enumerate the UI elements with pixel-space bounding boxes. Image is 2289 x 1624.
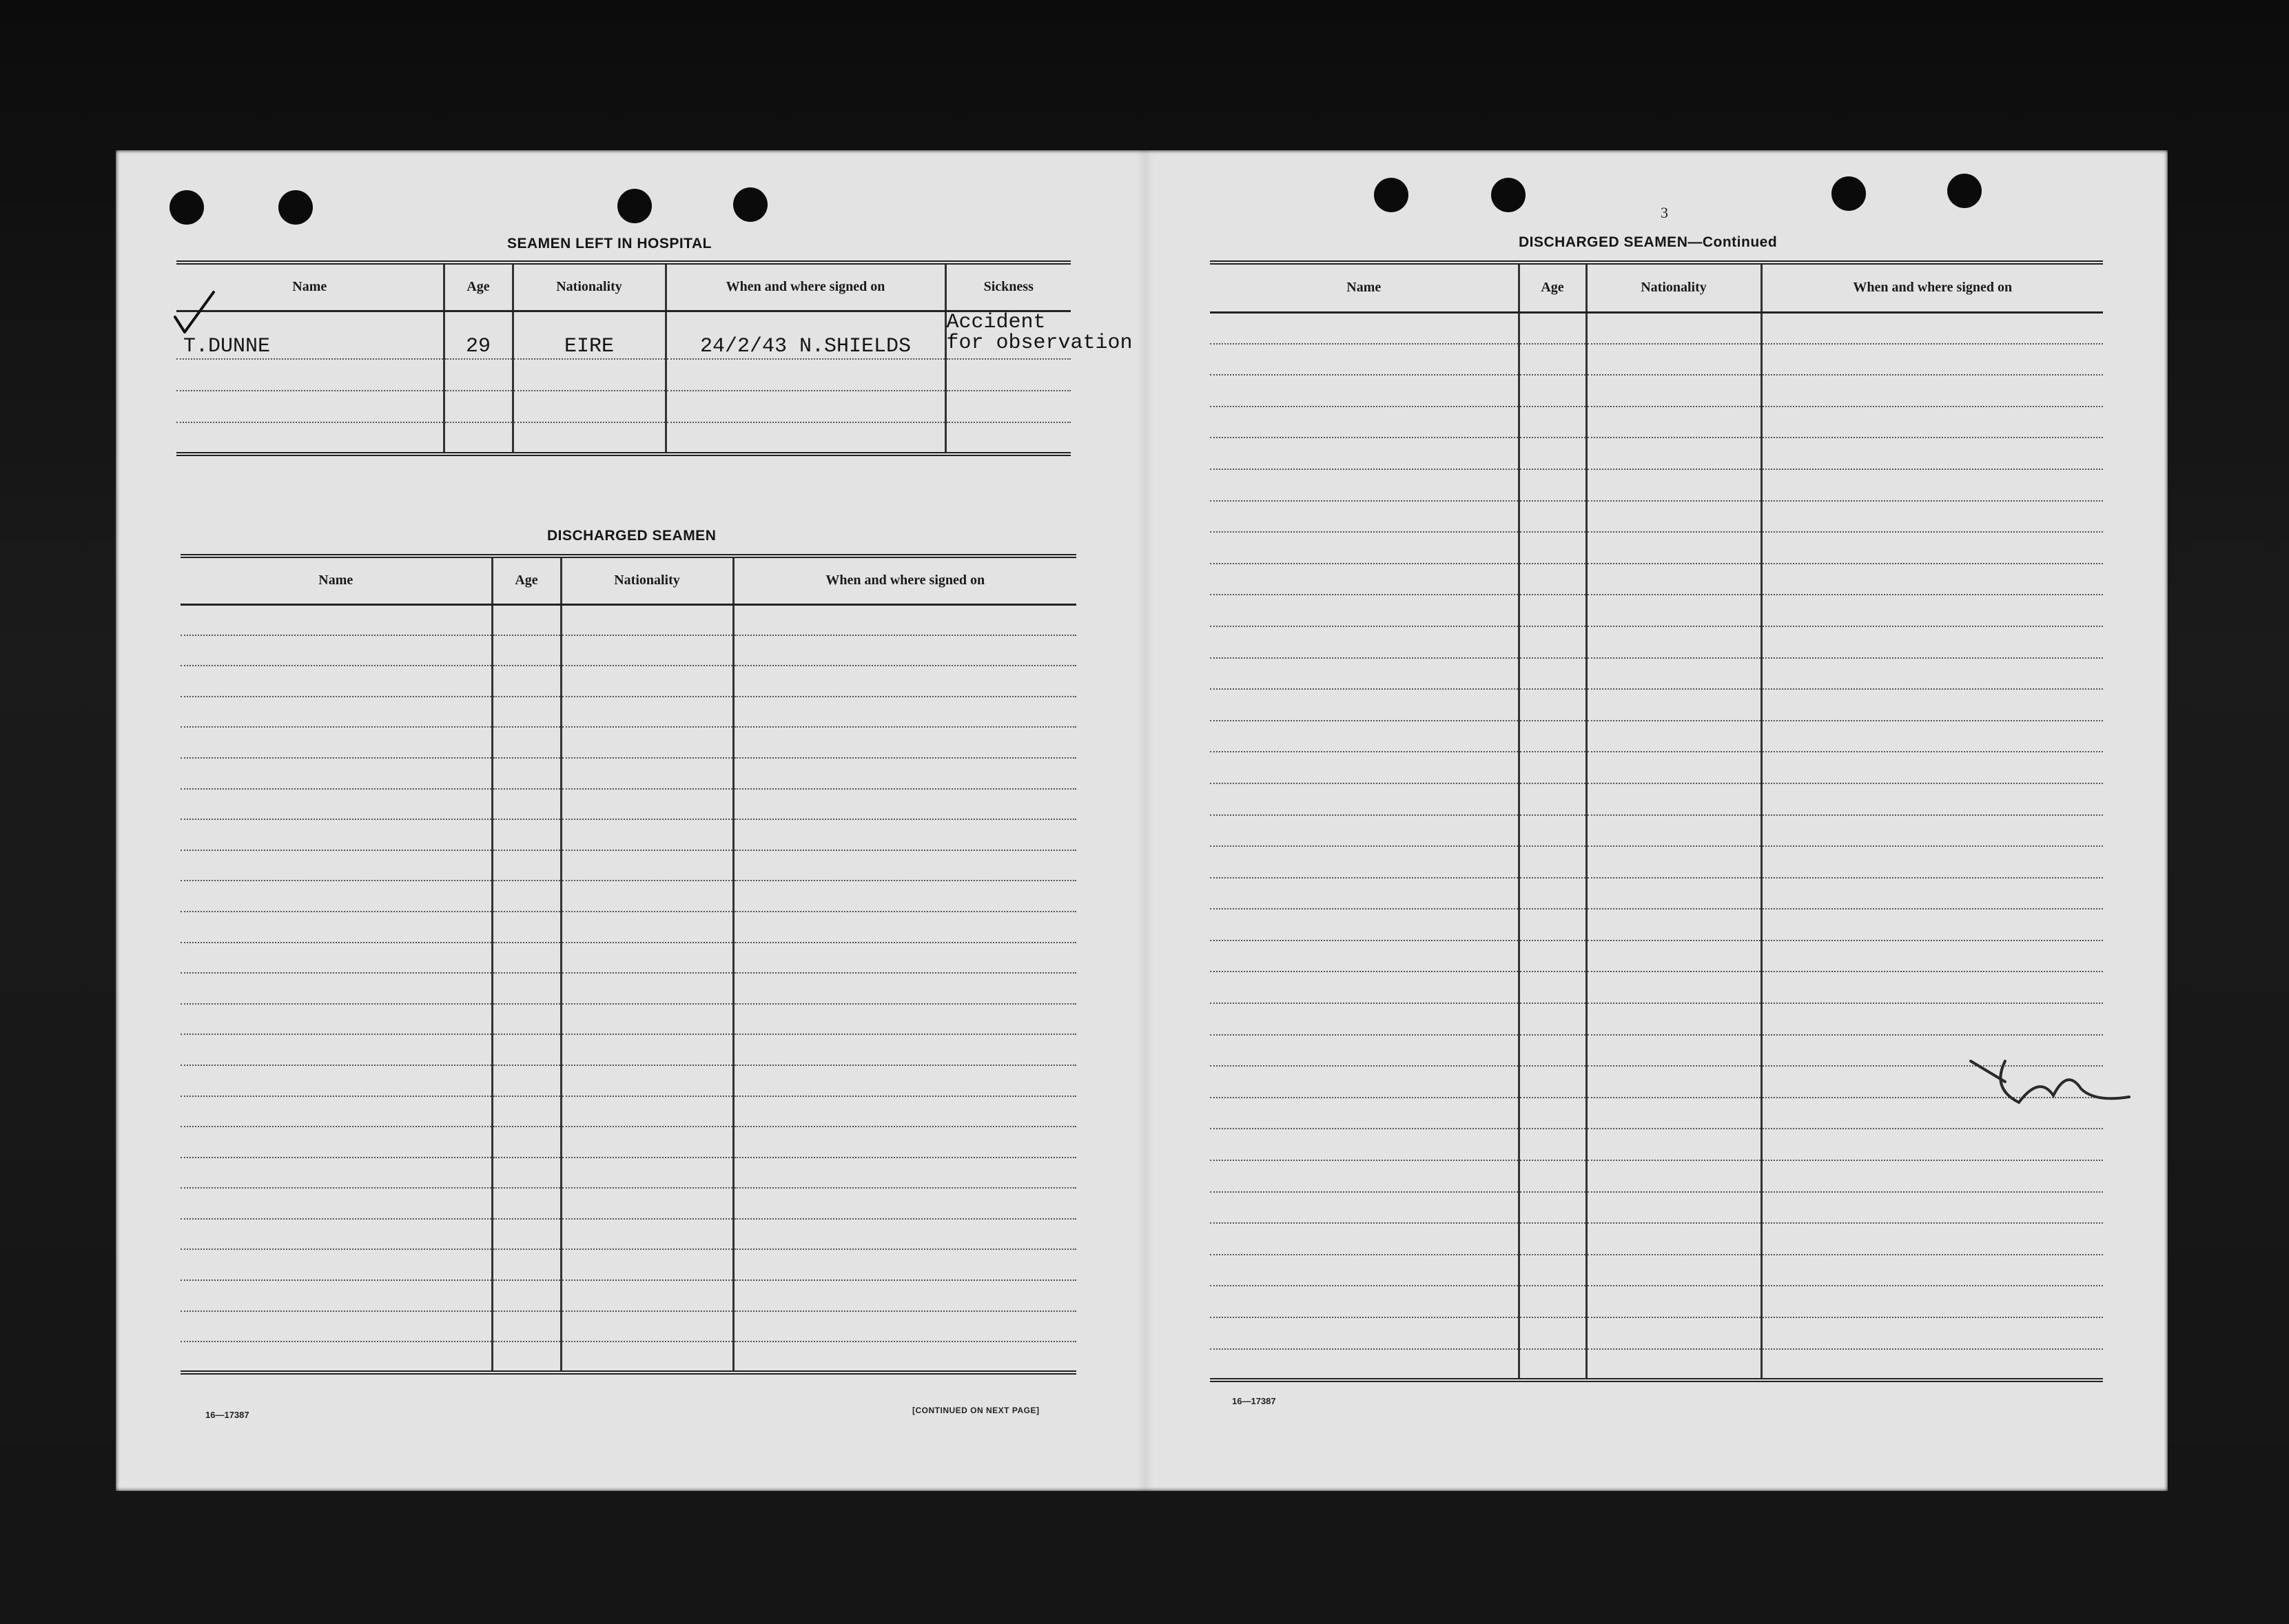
table-row	[1210, 1255, 2103, 1286]
table-row	[181, 727, 1076, 758]
punch-hole	[170, 190, 204, 225]
table-row	[1210, 312, 2103, 344]
table-row	[1210, 783, 2103, 815]
table-row	[1210, 721, 2103, 752]
form-number: 16—17387	[1232, 1396, 1276, 1406]
punch-hole	[1947, 174, 1982, 208]
punch-hole	[1374, 178, 1408, 212]
seaman-name: T.DUNNE	[183, 335, 271, 358]
table-row	[1210, 626, 2103, 658]
col-header-signed-on: When and where signed on	[1761, 263, 2103, 312]
col-header-signed-on: When and where signed on	[733, 556, 1076, 604]
table-row	[181, 850, 1076, 881]
table-row	[181, 1311, 1076, 1342]
table-row	[181, 912, 1076, 943]
table-row	[181, 973, 1076, 1004]
punch-hole	[1491, 178, 1526, 212]
table-row	[176, 422, 1071, 454]
seaman-age: 29	[465, 335, 491, 358]
hospital-section-title: SEAMEN LEFT IN HOSPITAL	[507, 236, 712, 251]
punch-hole	[1831, 176, 1866, 211]
table-row	[1210, 407, 2103, 438]
form-number: 16—17387	[205, 1410, 249, 1420]
col-header-age: Age	[1519, 263, 1586, 312]
table-row	[1210, 1003, 2103, 1035]
seaman-signed-on: 24/2/43 N.SHIELDS	[699, 335, 912, 358]
table-row	[181, 1065, 1076, 1096]
table-row	[1210, 878, 2103, 909]
page-number: 3	[1661, 204, 1668, 221]
hospital-table	[176, 260, 1133, 456]
table-row	[181, 1249, 1076, 1280]
title-main: DISCHARGED SEAMEN	[1519, 234, 1688, 250]
table-row	[1210, 1349, 2103, 1381]
table-row	[1210, 375, 2103, 407]
col-header-age: Age	[444, 263, 513, 311]
table-row	[181, 1219, 1076, 1250]
col-header-nationality: Nationality	[1586, 263, 1761, 312]
table-row	[1210, 941, 2103, 972]
table-row	[1210, 1223, 2103, 1255]
table-row	[1210, 972, 2103, 1003]
table-row	[181, 1280, 1076, 1311]
table-row	[1210, 689, 2103, 721]
table-row	[1210, 532, 2103, 564]
table-row	[1210, 564, 2103, 595]
page-fold	[1137, 150, 1153, 1491]
discharged-table	[181, 554, 1076, 1375]
table-row	[1210, 1129, 2103, 1160]
table-row	[181, 943, 1076, 974]
col-header-age: Age	[492, 556, 561, 604]
table-row	[1210, 344, 2103, 376]
table-row	[181, 1034, 1076, 1065]
table-row	[181, 1342, 1076, 1373]
col-header-name: Name	[181, 556, 492, 604]
col-header-signed-on: When and where signed on	[666, 263, 945, 311]
table-row	[1210, 815, 2103, 847]
title-suffix: —Continued	[1687, 234, 1778, 250]
table-row	[176, 359, 1071, 391]
table-row	[1210, 595, 2103, 626]
signature-scribble	[1964, 1047, 2136, 1116]
discharged-continued-title	[1519, 234, 1777, 251]
table-row	[1210, 1160, 2103, 1192]
table-row	[181, 666, 1076, 697]
table-row	[181, 1158, 1076, 1189]
table-row	[176, 391, 1071, 422]
table-row	[1210, 501, 2103, 533]
table-row	[1210, 1286, 2103, 1317]
table-row	[181, 1188, 1076, 1219]
table-row	[1210, 909, 2103, 941]
discharged-continued-table	[1210, 260, 2103, 1382]
table-row	[181, 1004, 1076, 1035]
table-row	[181, 635, 1076, 666]
sickness-line: for observation	[946, 331, 1133, 355]
table-row	[1210, 469, 2103, 501]
punch-hole	[278, 190, 313, 225]
table-row	[1210, 658, 2103, 690]
table-row	[181, 789, 1076, 820]
col-header-sickness: Sickness	[945, 263, 1071, 311]
col-header-name: Name	[1210, 263, 1519, 312]
table-row	[181, 1127, 1076, 1158]
seaman-nationality: EIRE	[564, 335, 614, 358]
table-row	[181, 758, 1076, 789]
col-header-name: Name	[176, 263, 444, 311]
table-row	[181, 1096, 1076, 1127]
table-row	[181, 604, 1076, 635]
table-row	[181, 881, 1076, 912]
check-mark-icon	[172, 289, 220, 338]
punch-hole	[733, 187, 768, 222]
table-row	[1210, 438, 2103, 469]
table-row	[1210, 1192, 2103, 1224]
discharged-section-title: DISCHARGED SEAMEN	[547, 528, 717, 544]
table-row	[181, 819, 1076, 850]
table-row	[176, 311, 1071, 359]
continued-note: [CONTINUED ON NEXT PAGE]	[912, 1406, 1040, 1415]
table-row	[1210, 752, 2103, 783]
table-row	[1210, 846, 2103, 878]
punch-hole	[617, 189, 652, 223]
col-header-nationality: Nationality	[561, 556, 733, 604]
sickness-line: Accident	[946, 310, 1046, 334]
col-header-nationality: Nationality	[513, 263, 666, 311]
table-row	[1210, 1317, 2103, 1349]
table-row	[181, 697, 1076, 728]
